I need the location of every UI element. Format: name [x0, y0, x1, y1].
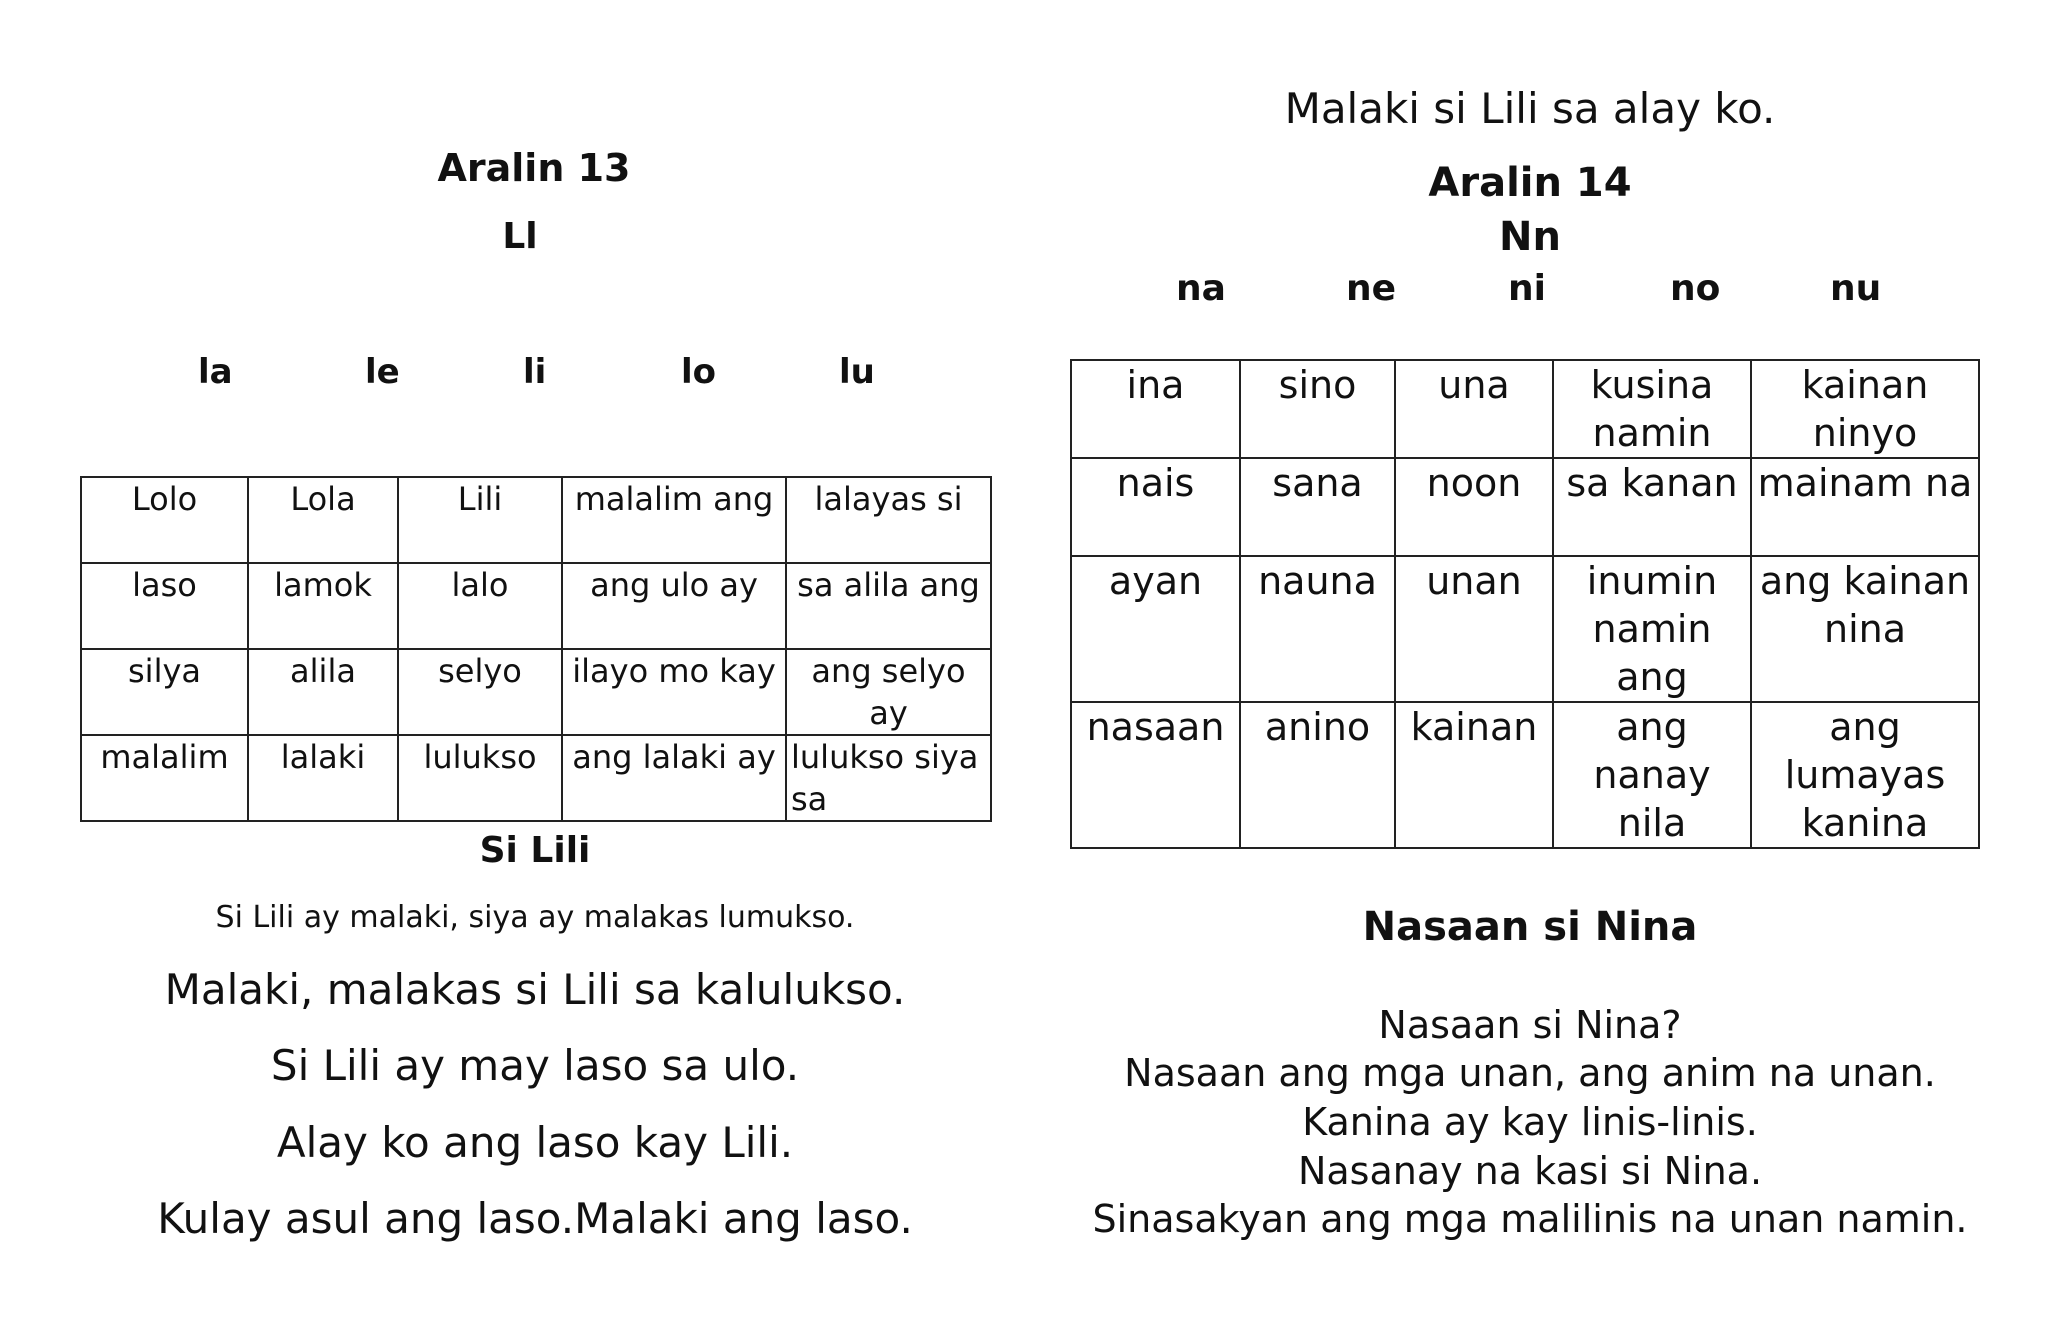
table-cell: ang ulo ay — [562, 563, 786, 649]
table-row — [81, 477, 991, 563]
story-line: Alay ko ang laso kay Lili. — [276, 1118, 794, 1167]
lesson-14-syllables — [1024, 268, 2048, 314]
lesson-13-story-title: Si Lili — [479, 830, 591, 871]
lesson-14-letter: Nn — [1499, 214, 1561, 260]
lesson-14-title: Aralin 14 — [1428, 160, 1632, 206]
table-cell: nauna — [1240, 556, 1395, 702]
table-cell: ayan — [1071, 556, 1240, 702]
table-cell: ang nanay nila — [1553, 702, 1751, 848]
table-cell: ang selyo ay — [786, 649, 991, 735]
lesson-14-word-table — [1070, 359, 1980, 849]
story-line: Malaki, malakas si Lili sa kalulukso. — [164, 965, 906, 1014]
table-cell: lulukso — [398, 735, 562, 821]
syllable-li: li — [523, 352, 547, 392]
syllable-lu: lu — [839, 352, 875, 392]
story-line: Kulay asul ang laso.Malaki ang laso. — [157, 1194, 913, 1243]
story-line: Si Lili ay malaki, siya ay malakas lumukso. — [215, 900, 855, 935]
table-cell: kusina namin — [1553, 360, 1751, 458]
table-cell: lamok — [248, 563, 398, 649]
table-cell: kainan — [1395, 702, 1553, 848]
table-cell: alila — [248, 649, 398, 735]
story-line: Sinasakyan ang mga malilinis na unan namin. — [1092, 1197, 1968, 1241]
table-cell: lulukso siya sa — [786, 735, 991, 821]
table-cell: lalaki — [248, 735, 398, 821]
table-cell: ang lalaki ay — [562, 735, 786, 821]
story-line: Nasaan si Nina? — [1378, 1003, 1682, 1047]
table-cell: ilayo mo kay — [562, 649, 786, 735]
table-cell: selyo — [398, 649, 562, 735]
lesson-13-syllables — [0, 352, 1024, 396]
lesson-13-title: Aralin 13 — [437, 146, 631, 190]
syllable-le: le — [365, 352, 400, 392]
syllable-la: la — [198, 352, 233, 392]
table-cell: nais — [1071, 458, 1240, 556]
table-row — [1071, 702, 1979, 848]
table-cell: silya — [81, 649, 248, 735]
table-cell: una — [1395, 360, 1553, 458]
table-cell: sino — [1240, 360, 1395, 458]
table-cell: sana — [1240, 458, 1395, 556]
syllable-ne: ne — [1346, 268, 1397, 309]
lesson-13-letter: Ll — [502, 216, 538, 257]
syllable-no: no — [1670, 268, 1721, 309]
table-cell: sa kanan — [1553, 458, 1751, 556]
table-cell: noon — [1395, 458, 1553, 556]
carryover-line: Malaki si Lili sa alay ko. — [1284, 84, 1776, 133]
table-cell: malalim ang — [562, 477, 786, 563]
table-cell: inumin namin ang — [1553, 556, 1751, 702]
syllable-nu: nu — [1830, 268, 1882, 309]
table-cell: sa alila ang — [786, 563, 991, 649]
table-row — [1071, 556, 1979, 702]
table-cell: Lolo — [81, 477, 248, 563]
table-cell: laso — [81, 563, 248, 649]
table-cell: nasaan — [1071, 702, 1240, 848]
table-cell: anino — [1240, 702, 1395, 848]
right-page — [1024, 0, 2048, 1339]
syllable-ni: ni — [1508, 268, 1546, 309]
table-row — [1071, 458, 1979, 556]
table-row — [81, 649, 991, 735]
table-row — [1071, 360, 1979, 458]
table-row — [81, 563, 991, 649]
table-cell: Lola — [248, 477, 398, 563]
lesson-14-story-title: Nasaan si Nina — [1362, 904, 1698, 950]
table-cell: ang kainan nina — [1751, 556, 1979, 702]
table-cell: unan — [1395, 556, 1553, 702]
story-line: Nasaan ang mga unan, ang anim na unan. — [1124, 1051, 1936, 1095]
table-cell: lalo — [398, 563, 562, 649]
syllable-na: na — [1176, 268, 1226, 309]
table-cell: mainam na — [1751, 458, 1979, 556]
table-cell: malalim — [81, 735, 248, 821]
table-cell: ina — [1071, 360, 1240, 458]
lesson-13-word-table — [80, 476, 992, 822]
story-line: Kanina ay kay linis-linis. — [1302, 1100, 1758, 1144]
syllable-lo: lo — [681, 352, 717, 392]
story-line: Nasanay na kasi si Nina. — [1297, 1149, 1763, 1193]
table-cell: ang lumayas kanina — [1751, 702, 1979, 848]
table-cell: Lili — [398, 477, 562, 563]
table-cell: lalayas si — [786, 477, 991, 563]
table-row — [81, 735, 991, 821]
table-cell: kainan ninyo — [1751, 360, 1979, 458]
story-line: Si Lili ay may laso sa ulo. — [270, 1041, 800, 1090]
